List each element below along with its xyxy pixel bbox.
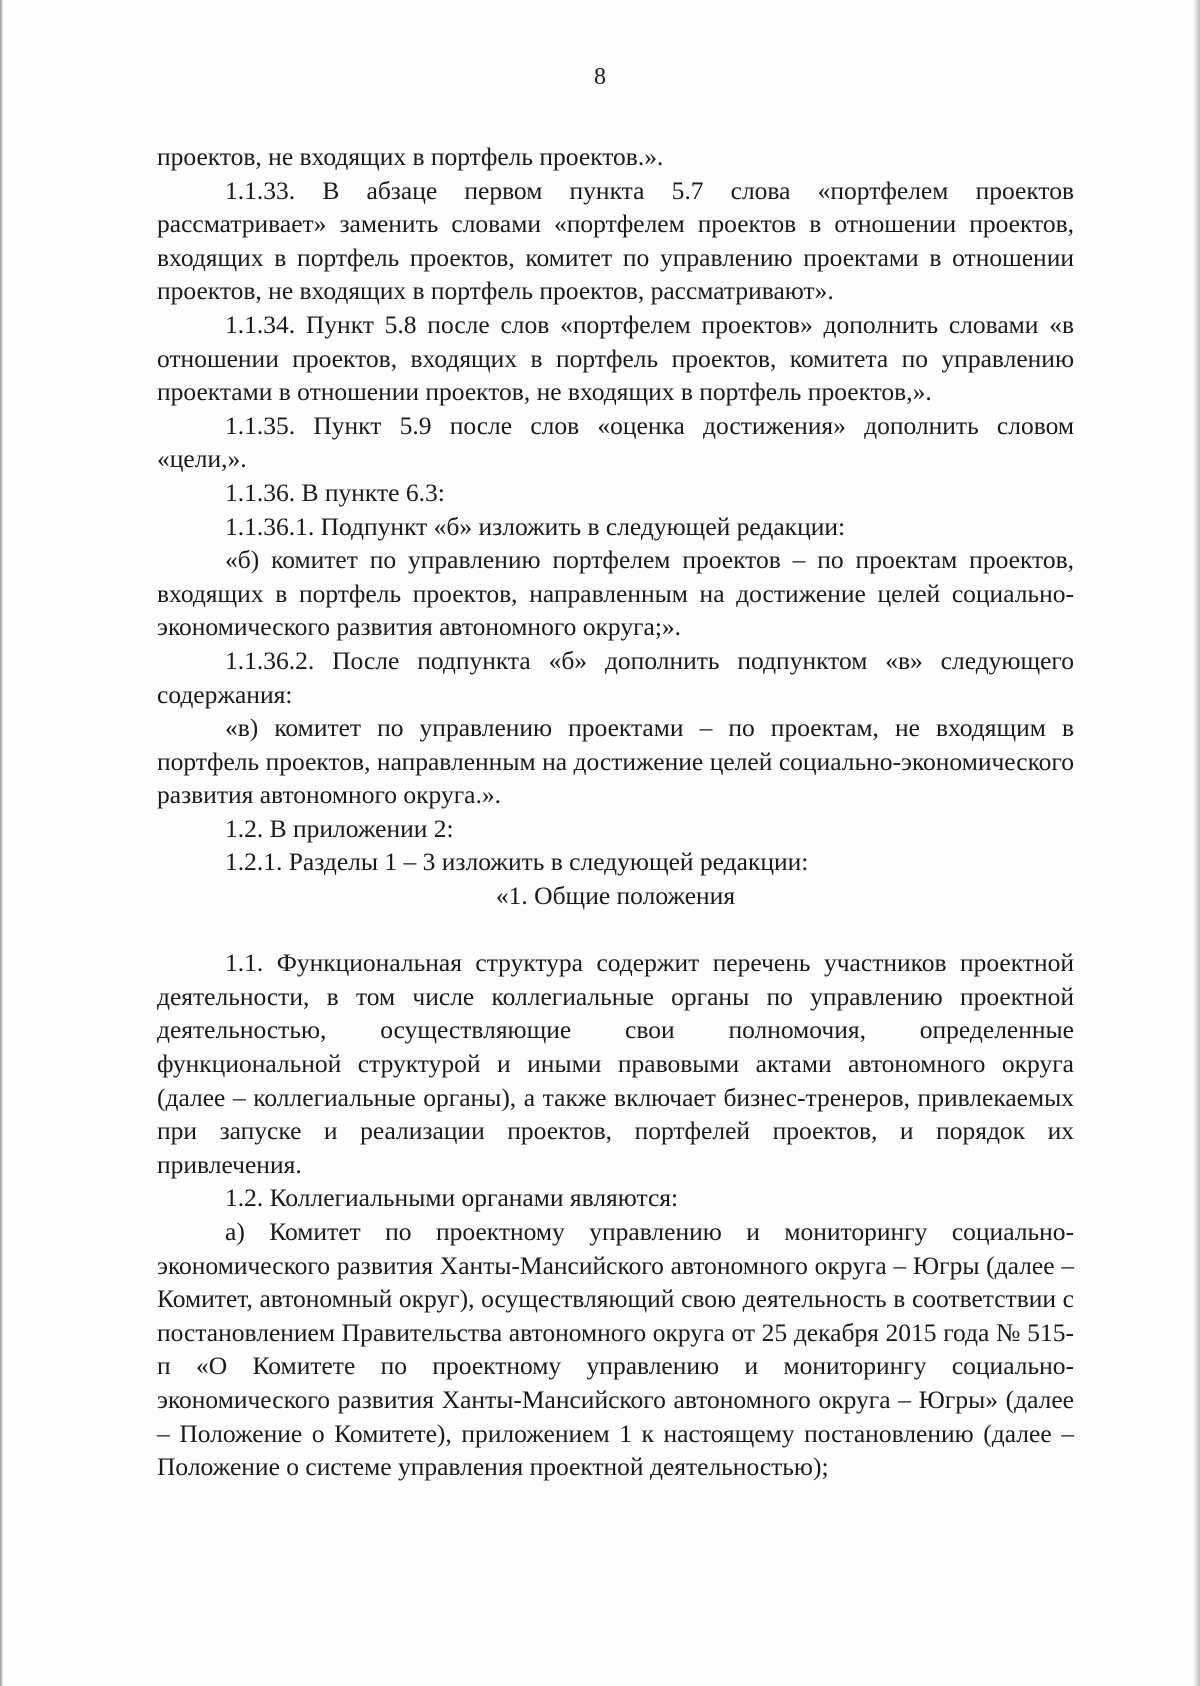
- paragraph: 1.1. Функциональная структура содержит перечень участников проектной деятельности, в том числе коллегиальные органы по управлению проектной деятельностью, осуществляющие свои полномочия, определенные функциональной структурой и иными правовыми актами автономного округа (далее – коллегиальные органы), а также включает бизнес-тренеров, привлекаемых при запуске и реализации проектов, портфелей проектов, и порядок их привлечения.: [157, 948, 1074, 1179]
- paragraph: 1.1.33. В абзаце первом пункта 5.7 слова «портфелем проектов рассматривает» заменить словами «портфелем проектов в отношении проектов, входящих в портфель проектов, комитет по управлению проектами в отношении проектов, не входящих в портфель проектов, рассматривают».: [157, 175, 1074, 306]
- paragraph: 1.1.36. В пункте 6.3:: [225, 477, 445, 507]
- document-body: [157, 140, 1074, 1484]
- paragraph: 1.2. Коллегиальными органами являются:: [225, 1183, 679, 1213]
- paragraph: 1.1.35. Пункт 5.9 после слов «оценка достижения» дополнить словом «цели,».: [157, 410, 1074, 474]
- scan-edge-right: [1194, 0, 1200, 1686]
- paragraph: «в) комитет по управлению проектами – по проектам, не входящим в портфель проектов, направленным на достижение целей социально-экономического развития автономного округа.».: [157, 713, 1074, 810]
- paragraph: 1.2. В приложении 2:: [225, 813, 454, 843]
- paragraph: 1.1.36.2. После подпункта «б» дополнить подпунктом «в» следующего содержания:: [157, 645, 1074, 709]
- scan-edge-left: [0, 0, 3, 1686]
- page-number: 8: [594, 64, 606, 90]
- paragraph: «б) комитет по управлению портфелем проектов – по проектам проектов, входящих в портфель проектов, направленным на достижение целей социально-экономического развития автономного округа;».: [157, 545, 1074, 642]
- paragraph: 1.1.36.1. Подпункт «б» изложить в следующей редакции:: [225, 511, 846, 541]
- section-heading: «1. Общие положения: [495, 881, 736, 911]
- paragraph: проектов, не входящих в портфель проектов.».: [157, 142, 664, 171]
- paragraph: 1.2.1. Разделы 1 – 3 изложить в следующей редакции:: [225, 847, 809, 877]
- paragraph: 1.1.34. Пункт 5.8 после слов «портфелем проектов» дополнить словами «в отношении проектов, входящих в портфель проектов, комитета по управлению проектами в отношении проектов, не входящих в портфель проектов,».: [157, 309, 1074, 407]
- paragraph: а) Комитет по проектному управлению и мониторингу социально-экономического развития Ханты-Мансийского автономного округа – Югры (далее – Комитет, автономный округ), осуществляющий свою деятельность в соответствии с постановлением Правительства автономного округа от 25 декабря 2015 года № 515-п «О Комитете по проектному управлению и мониторингу социально-экономического развития Ханты-Мансийского автономного округа – Югры» (далее – Положение о Комитете), приложением 1 к настоящему постановлению (далее – Положение о системе управления проектной деятельностью);: [157, 1217, 1074, 1482]
